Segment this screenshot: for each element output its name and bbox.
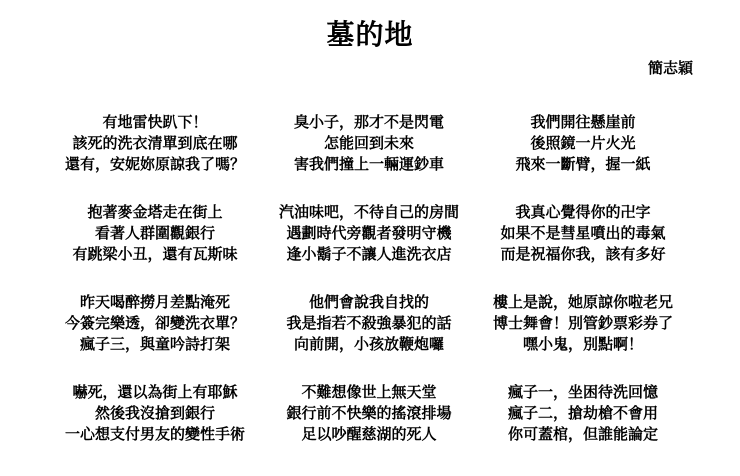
poem-line: 然後我沒搶到銀行: [94, 405, 215, 422]
poem-column: [262, 112, 476, 472]
poem-column: [476, 112, 690, 472]
poem-line: 銀行前不快樂的搖滾排場: [286, 405, 452, 422]
poem-line: 足以吵醒慈湖的死人: [301, 426, 437, 443]
poem-line: 遇劃時代旁觀者發明守機: [286, 225, 452, 242]
poem-line: 一心想支付男友的變性手術: [64, 426, 245, 443]
poem-line: 該死的洗衣清單到底在哪: [72, 135, 238, 152]
poem-line: 瘋子三，與童吟詩打架: [79, 336, 230, 353]
poem-line: 而是祝福你我，該有多好: [500, 246, 666, 263]
stanza: [48, 112, 262, 175]
poem-column: [48, 112, 262, 472]
poem-line: 我是指若不殺強暴犯的話: [286, 315, 452, 332]
stanza: [48, 382, 262, 445]
poem-line: 有跳梁小丑，還有瓦斯味: [72, 246, 238, 263]
poem-line: 今簽完樂透，卻變洗衣單？: [64, 315, 245, 332]
poem-line: 臭小子，那才不是閃電: [293, 114, 444, 131]
poem-line: 樓上是說，她原諒你啦老兄: [492, 294, 673, 311]
poem-line: 你可蓋棺，但誰能論定: [507, 426, 658, 443]
poem-line: 不難想像世上無天堂: [301, 384, 437, 401]
poem-line: 我真心覺得你的卍字: [515, 204, 651, 221]
poem-line: 瘋子二，搶劫槍不會用: [507, 405, 658, 422]
stanza: [262, 202, 476, 265]
poem-line: 向前開，小孩放鞭炮囉: [293, 336, 444, 353]
stanza: [476, 382, 690, 445]
stanza: [48, 292, 262, 355]
stanza: [262, 292, 476, 355]
poem-line: 還有，安妮妳原諒我了嗎？: [64, 156, 245, 173]
stanza: [476, 292, 690, 355]
stanza: [48, 202, 262, 265]
poem-columns: [0, 112, 740, 472]
poem-line: 怎能回到未來: [323, 135, 414, 152]
poem-line: 嚇死，還以為街上有耶穌: [72, 384, 238, 401]
poem-line: 瘋子一，坐困待洗回憶: [507, 384, 658, 401]
poem-line: 如果不是彗星噴出的毒氣: [500, 225, 666, 242]
stanza: [262, 112, 476, 175]
stanza: [476, 202, 690, 265]
poem-line: 害我們撞上一輛運鈔車: [293, 156, 444, 173]
poem-line: 汽油味吧，不待自己的房間: [278, 204, 459, 221]
poem-line: 昨天喝醉撈月差點淹死: [79, 294, 230, 311]
stanza: [262, 382, 476, 445]
poem-line: 看著人群圍觀銀行: [94, 225, 215, 242]
author-name: 簡志穎: [647, 60, 693, 77]
page-title: 墓的地: [326, 19, 414, 50]
poem-line: 嘿小鬼，別點啊！: [522, 336, 643, 353]
poem-line: 後照鏡一片火光: [530, 135, 636, 152]
poem-line: 飛來一斷臂，握一紙: [515, 156, 651, 173]
stanza: [476, 112, 690, 175]
poem-line: 有地雷快趴下！: [102, 114, 208, 131]
poem-line: 逢小鬍子不讓人進洗衣店: [286, 246, 452, 263]
poem-line: 我們開往懸崖前: [530, 114, 636, 131]
poem-line: 抱著麥金塔走在街上: [87, 204, 223, 221]
poem-line: 他們會說我自找的: [308, 294, 429, 311]
poem-line: 博士舞會！別管鈔票彩券了: [492, 315, 673, 332]
